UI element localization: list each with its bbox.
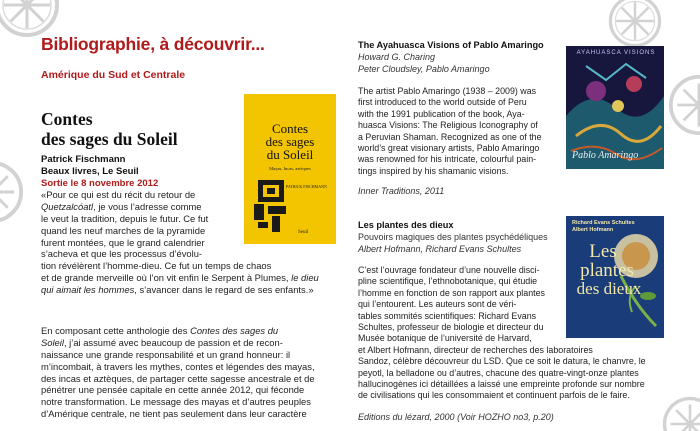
book2-cover [566,46,664,169]
book3-authors: Albert Hofmann, Richard Evans Schultes [358,244,522,254]
quote-line: quand les neuf marches de la pyramide [41,224,206,236]
desc-line: peyotl, la belladone ou d’autres, chacune des quatre-vingt-onze plantes [358,367,639,378]
desc-line: pline scientifique, l’ethnobotanique, qui étudie [358,276,538,287]
desc-line: C’est l’ouvrage fondateur d’une nouvelle disci- [358,265,540,275]
book3-cover-title-1: Les [589,241,617,262]
book1-author: Patrick Fischmann [41,154,126,165]
desc-line: tings inspired by his shamanic visions. [358,165,509,176]
book2-publisher: Inner Traditions, 2011 [358,186,445,196]
quote-line: «Pour ce qui est du récit du retour de [41,189,196,200]
desc-line: was renowned for his intricate, colourful pain- [358,154,537,165]
book3-cover-author-1: Richard Evans Schultes [572,220,635,226]
quote-line: et de grande merveille où l’on vit enfin le Serpent à Plumes, le dieu [41,272,319,284]
desc-line: first introduced to the world outside of Peru [358,97,527,108]
book1-title [41,109,178,149]
desc-line: Schultes, professeur de biologie et directeur du [358,321,544,332]
book3-publisher: Editions du lézard, 2000 (Voir HOZHO no3, p.20) [358,412,554,422]
quote-line: tion révélèrent l’homme-dieu. Ce fut un temps de chaos [41,260,272,272]
book2-author-2: Peter Cloudsley, Pablo Amaringo [358,64,490,74]
book1-cover-author: PATRICK FISCHMANN [286,184,327,189]
book1-cover-publisher: Seuil [298,230,309,235]
page-subtitle: Amérique du Sud et Centrale [41,69,186,81]
decorative-slice-left [0,160,24,224]
book2-cover-title: AYAHUASCA VISIONS [576,50,656,56]
desc-line: huasca Visions: The Religious Iconography of [358,120,538,131]
decorative-slice-top-right [608,0,662,48]
page-title: Bibliographie, à découvrir... [41,34,265,54]
orange-slice-icon [0,160,24,224]
book3-cover-title-3: des dieux [576,279,642,298]
desc-line: qui l’entourent. Les auteurs sont de véri- [358,299,517,310]
book3-cover-author-2: Albert Hofmann [572,227,614,233]
book1-publisher: Beaux livres, Le Seuil [41,166,139,177]
decorative-slice-top-left [0,0,60,38]
body-line: des incas et aztèques, de partager cette sagesse ancestrale et de [41,372,315,384]
book3-cover [566,216,664,338]
desc-line: hallucinogènes ici détaillées a laissé une empreinte profonde sur nombre [358,378,645,389]
decorative-slice-right [668,74,700,136]
desc-line: world’s great visionary artists, Pablo Amaringo [358,142,540,153]
book1-cover-subtitle: Mayas, Incas, aztèques [269,166,311,171]
desc-line: de civilisations qui les consommaient et continuent parfois de le faire. [358,390,630,401]
book2-cover-signature: Pablo Amaringo [572,150,639,161]
orange-slice-icon [668,74,700,136]
book2-description [358,86,558,177]
book3-cover-title-2: plantes [580,260,634,281]
body-line: m’incombait, à travers les mythes, contes et légendes des mayas, [41,360,315,372]
book1-cover-title-3: du Soleil [266,147,314,162]
orange-slice-icon [608,0,662,48]
body-line: naissance une grande responsabilité et un grand honneur: il [41,348,291,360]
book2-author-1: Howard G. Charing [358,52,436,62]
book1-title-line2: des sages du Soleil [41,129,178,149]
quote-line: le veut la tradition, depuis le futur. Ce fut [41,212,209,224]
body-line: d’Amérique centrale, ne tient pas seulement dans leur caractère [41,408,307,420]
book3-title: Les plantes des dieux [358,220,454,230]
book2-title: The Ayahuasca Visions of Pablo Amaringo [358,40,544,50]
book1-title-line1: Contes [41,109,93,129]
orange-slice-icon [0,0,60,38]
body-line: Soleil, j’ai assumé avec beaucoup de passion et de recon- [41,336,283,348]
quote-line: s’acheva et que les processus d’évolu- [41,248,203,260]
quote-line: Quetzalcóatl, je vous l’adresse comme [41,200,202,212]
desc-line: with the 1991 publication of the book, Aya- [358,108,525,119]
body-line: En composant cette anthologie des Contes des sages du [41,325,279,336]
desc-line: The artist Pablo Amaringo (1938 – 2009) was [358,86,537,96]
body-line: pénétrer une pensée capitale en cette année 2012, qui féconde [41,384,305,396]
quote-line: furent montées, que le grand calendrier [41,236,205,248]
desc-line: Sandoz, célèbre découvreur du LSD. Que ce soit le datura, le chanvre, le [358,356,646,367]
book1-quote [41,189,341,296]
desc-line: l’homme en fonction de son rapport aux plantes [358,287,545,298]
book1-body [41,325,341,420]
book1-cover-title-2: des sages [265,134,315,149]
desc-line: et Albert Hofmann, directeur de recherches des laboratoires [358,344,593,355]
book3-subtitle: Pouvoirs magiques des plantes psychédéliques [358,232,548,242]
book1-release-date: Sortie le 8 novembre 2012 [41,178,159,189]
desc-line: tables sommités scientifiques: Richard Evans [358,310,537,321]
desc-line: a Peruvian Shaman. Recognized as one of the [358,131,542,142]
quote-line: qui aimait les hommes, s’avancer dans le regard de ses enfants.» [41,284,314,296]
body-line: notre transformation. Le message des mayas et d’autres peuples [41,396,311,408]
desc-line: Musée botanique de l’université de Harvard, [358,333,532,344]
book1-cover-title-1: Contes [271,121,309,136]
